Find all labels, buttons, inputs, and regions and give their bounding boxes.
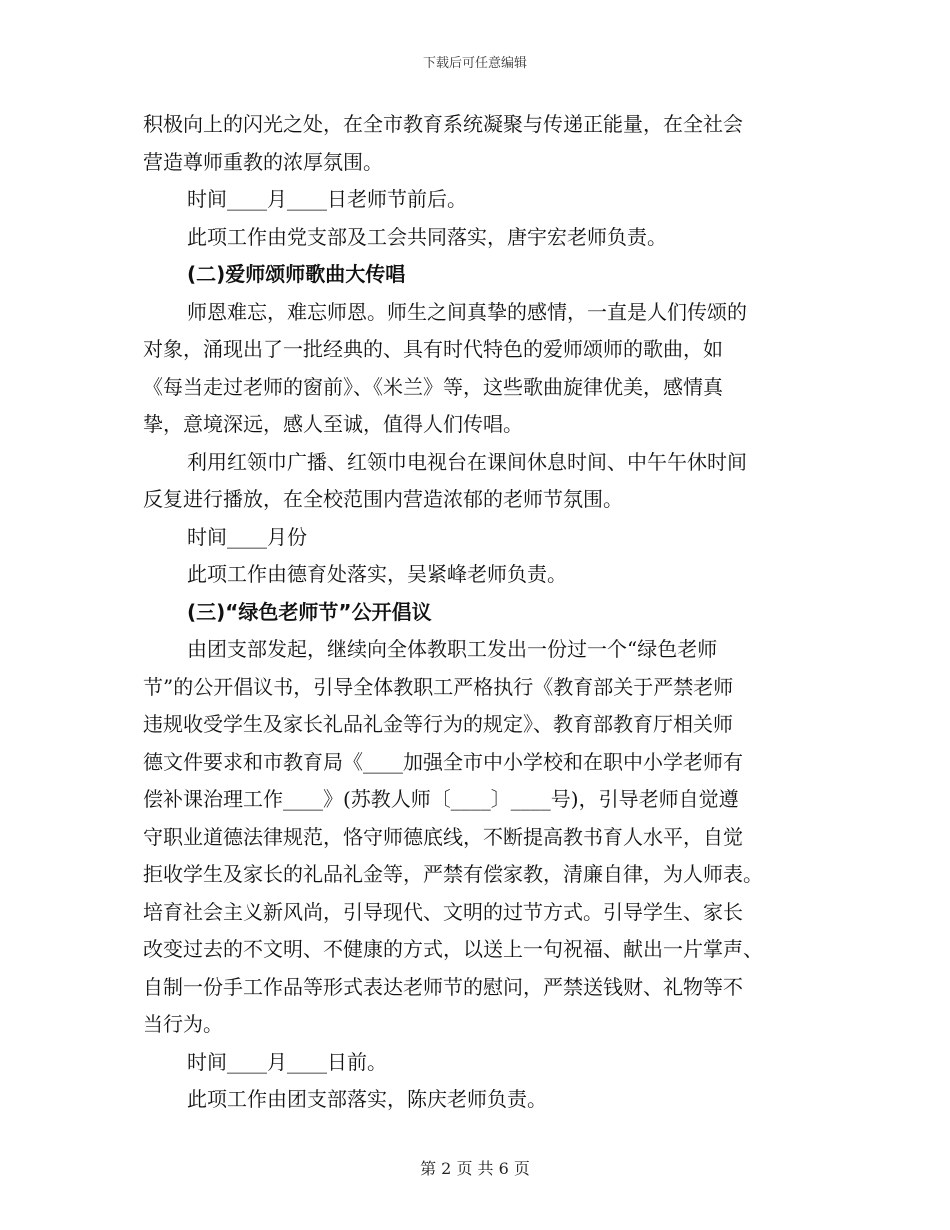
text-line: 由团支部发起，继续向全体教职工发出一份过一个“绿色老师 — [187, 637, 718, 661]
text-line: 《每当走过老师的窗前》、《米兰》等，这些歌曲旋律优美，感情真 — [143, 374, 723, 399]
text-line: 反复进行播放，在全校范围内营造浓郁的老师节氛围。 — [143, 487, 623, 511]
text-line: 积极向上的闪光之处，在全市教育系统凝聚与传递正能量，在全社会 — [143, 112, 743, 136]
page-header: 下载后可任意编辑 — [422, 56, 527, 71]
text-line: 时间____月____日老师节前后。 — [187, 187, 467, 211]
text-line: 利用红领巾广播、红领巾电视台在课间休息时间、中午午休时间 — [187, 449, 747, 474]
text-line: 拒收学生及家长的礼品礼金等，严禁有偿家教，清廉自律，为人师表。 — [143, 862, 763, 886]
text-line: 此项工作由团支部落实，陈庆老师负责。 — [187, 1087, 547, 1111]
text-line: 偿补课治理工作____》(苏教人师〔____〕____号)，引导老师自觉遵 — [143, 787, 739, 811]
text-line: 师恩难忘，难忘师恩。师生之间真挚的感情，一直是人们传颂的 — [187, 299, 747, 324]
text-line: 培育社会主义新风尚，引导现代、文明的过节方式。引导学生、家长 — [143, 899, 743, 924]
text-line: 时间____月____日前。 — [187, 1049, 387, 1074]
document-body — [143, 106, 813, 1119]
text-line: 节”的公开倡议书，引导全体教职工严格执行《教育部关于严禁老师 — [143, 674, 734, 699]
text-line: 营造尊师重教的浓厚氛围。 — [143, 149, 383, 174]
page-footer: 第 2 页 共 6 页 — [420, 1159, 530, 1178]
text-line: 自制一份手工作品等形式表达老师节的慰问，严禁送钱财、礼物等不 — [143, 974, 743, 999]
section-heading: (三)“绿色老师节”公开倡议 — [187, 599, 432, 624]
text-line: 时间____月份 — [187, 524, 307, 549]
text-line: 德文件要求和市教育局《____加强全市中小学校和在职中小学老师有 — [143, 749, 743, 774]
text-line: 当行为。 — [143, 1012, 223, 1036]
text-line: 对象，涌现出了一批经典的、具有时代特色的爱师颂师的歌曲，如 — [143, 337, 723, 361]
text-line: 此项工作由德育处落实，吴紧峰老师负责。 — [187, 562, 567, 586]
text-line: 改变过去的不文明、不健康的方式，以送上一句祝福、献出一片掌声、 — [143, 937, 763, 961]
text-line: 此项工作由党支部及工会共同落实，唐宇宏老师负责。 — [187, 224, 667, 249]
text-line: 挚，意境深远，感人至诚，值得人们传唱。 — [143, 412, 523, 436]
text-line: 违规收受学生及家长礼品礼金等行为的规定》、教育部教育厅相关师 — [143, 712, 733, 736]
section-heading: (二)爱师颂师歌曲大传唱 — [187, 262, 406, 286]
text-line: 守职业道德法律规范，恪守师德底线，不断提高教书育人水平，自觉 — [143, 824, 743, 849]
